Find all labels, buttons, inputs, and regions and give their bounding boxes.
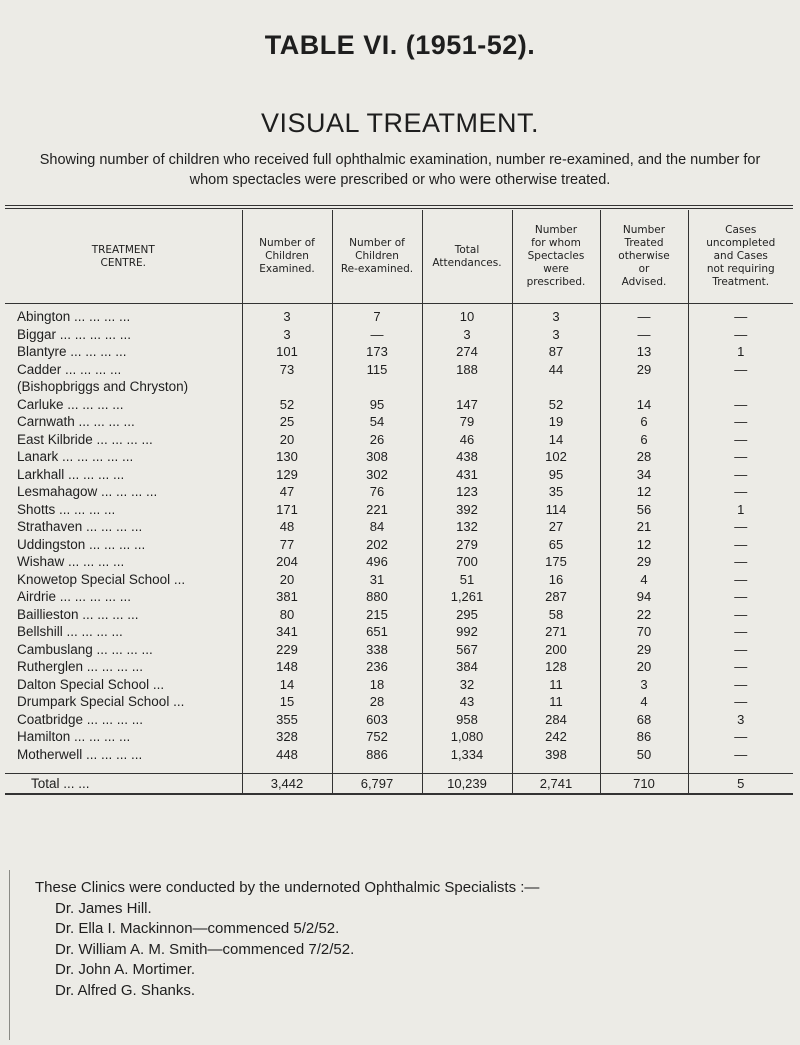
cell-total: 567: [422, 641, 512, 659]
cell-reexamined: 215: [332, 606, 422, 624]
cell-uncompleted: —: [688, 326, 793, 344]
spacer-cell: [688, 763, 793, 774]
cell-spectacles: 16: [512, 571, 600, 589]
cell-spectacles: 128: [512, 658, 600, 676]
table-row: [5, 396, 793, 414]
cell-centre: Bellshill ... ... ... ...: [17, 624, 123, 639]
cell-spectacles: 287: [512, 588, 600, 606]
cell-uncompleted: —: [688, 553, 793, 571]
table-row: [5, 623, 793, 641]
cell-otherwise: 68: [600, 711, 688, 729]
cell-reexamined: 880: [332, 588, 422, 606]
cell-spectacles: 11: [512, 693, 600, 711]
cell-reexamined: 308: [332, 448, 422, 466]
cell-examined: 80: [242, 606, 332, 624]
cell-uncompleted: —: [688, 623, 793, 641]
cell-examined: 3: [242, 326, 332, 344]
cell-spectacles: 114: [512, 501, 600, 519]
cell-total: 79: [422, 413, 512, 431]
cell-centre: Drumpark Special School ...: [17, 694, 185, 709]
cell-otherwise: 4: [600, 571, 688, 589]
cell-total: 147: [422, 396, 512, 414]
doctor-item: Dr. James Hill.: [55, 899, 152, 917]
cell-uncompleted: —: [688, 606, 793, 624]
cell-reexamined: 7: [332, 304, 422, 326]
table-body: [5, 304, 793, 795]
table-row: [5, 693, 793, 711]
cell-reexamined: 6,797: [332, 774, 422, 795]
table-row: [5, 606, 793, 624]
table-row: [5, 676, 793, 694]
cell-centre: Rutherglen ... ... ... ...: [17, 659, 144, 674]
spacer-cell: [332, 763, 422, 774]
cell-spectacles: 242: [512, 728, 600, 746]
table-row: [5, 483, 793, 501]
cell-otherwise: 29: [600, 641, 688, 659]
cell-otherwise: 28: [600, 448, 688, 466]
cell-uncompleted: 1: [688, 501, 793, 519]
cell-otherwise: 70: [600, 623, 688, 641]
cell-reexamined: 236: [332, 658, 422, 676]
cell-otherwise: 6: [600, 413, 688, 431]
cell-total: 3: [422, 326, 512, 344]
cell-otherwise: 14: [600, 396, 688, 414]
cell-examined: 3: [242, 304, 332, 326]
spacer-cell: [512, 763, 600, 774]
cell-spectacles: 11: [512, 676, 600, 694]
cell-otherwise: 56: [600, 501, 688, 519]
page-subtitle: VISUAL TREATMENT.: [260, 108, 540, 138]
cell-otherwise: 6: [600, 431, 688, 449]
cell-spectacles: 102: [512, 448, 600, 466]
cell-total: 10: [422, 304, 512, 326]
cell-otherwise: 21: [600, 518, 688, 536]
cell-total: 123: [422, 483, 512, 501]
table-description: Showing number of children who received full ophthalmic examination, number re-examined, and the number for whom spectacles were prescribed or who were otherwise treated.: [39, 152, 761, 188]
cell-total: [422, 378, 512, 396]
header-total-attendances: Total Attendances.: [422, 210, 512, 304]
cell-total: 1,261: [422, 588, 512, 606]
header-children-examined: Number of Children Examined.: [242, 210, 332, 304]
table-row: [5, 466, 793, 484]
cell-uncompleted: —: [688, 658, 793, 676]
cell-reexamined: 28: [332, 693, 422, 711]
cell-otherwise: [600, 378, 688, 396]
cell-uncompleted: —: [688, 431, 793, 449]
cell-total: 1,334: [422, 746, 512, 764]
cell-examined: 25: [242, 413, 332, 431]
cell-examined: 204: [242, 553, 332, 571]
cell-examined: 15: [242, 693, 332, 711]
cell-spectacles: 200: [512, 641, 600, 659]
cell-otherwise: 3: [600, 676, 688, 694]
page-title: TABLE VI. (1951-52).: [264, 30, 536, 60]
cell-centre: (Bishopbriggs and Chryston): [17, 379, 189, 394]
cell-centre: Carnwath ... ... ... ...: [17, 414, 135, 429]
spacer-cell: [600, 763, 688, 774]
spacer-cell: [422, 763, 512, 774]
cell-centre: Wishaw ... ... ... ...: [17, 554, 125, 569]
cell-reexamined: 95: [332, 396, 422, 414]
cell-reexamined: 31: [332, 571, 422, 589]
cell-uncompleted: [688, 378, 793, 396]
cell-spectacles: 35: [512, 483, 600, 501]
cell-uncompleted: 3: [688, 711, 793, 729]
table-row: [5, 641, 793, 659]
cell-uncompleted: —: [688, 536, 793, 554]
cell-spectacles: 52: [512, 396, 600, 414]
cell-examined: 52: [242, 396, 332, 414]
cell-otherwise: 710: [600, 774, 688, 795]
cell-centre: Carluke ... ... ... ...: [17, 396, 124, 412]
cell-centre: Abington ... ... ... ...: [17, 309, 131, 324]
cell-spectacles: 44: [512, 361, 600, 379]
table-row: [5, 536, 793, 554]
cell-spectacles: 27: [512, 518, 600, 536]
cell-reexamined: 496: [332, 553, 422, 571]
cell-otherwise: 4: [600, 693, 688, 711]
cell-examined: 355: [242, 711, 332, 729]
header-children-reexamined: Number of Children Re-examined.: [332, 210, 422, 304]
cell-centre: Strathaven ... ... ... ...: [17, 519, 143, 534]
cell-centre: Lanark ... ... ... ... ...: [17, 449, 134, 464]
cell-total: 700: [422, 553, 512, 571]
spacer-cell: [242, 763, 332, 774]
cell-reexamined: 26: [332, 431, 422, 449]
cell-centre: Larkhall ... ... ... ...: [17, 466, 125, 482]
cell-uncompleted: —: [688, 413, 793, 431]
cell-total: 43: [422, 693, 512, 711]
cell-reexamined: 886: [332, 746, 422, 764]
cell-examined: 20: [242, 571, 332, 589]
cell-reexamined: 302: [332, 466, 422, 484]
cell-total: 431: [422, 466, 512, 484]
cell-spectacles: 19: [512, 413, 600, 431]
cell-examined: 101: [242, 343, 332, 361]
cell-otherwise: 22: [600, 606, 688, 624]
cell-otherwise: 29: [600, 361, 688, 379]
cell-total: 438: [422, 448, 512, 466]
cell-uncompleted: —: [688, 483, 793, 501]
top-double-rule-inner: [5, 208, 793, 209]
spacer-row: [5, 763, 793, 774]
table-row: [5, 501, 793, 519]
header-treatment-centre: TREATMENT CENTRE.: [5, 210, 242, 304]
clinics-intro: These Clinics were conducted by the undernoted Ophthalmic Specialists :—: [35, 879, 540, 896]
cell-spectacles: 95: [512, 466, 600, 484]
cell-reexamined: 173: [332, 343, 422, 361]
cell-centre: Dalton Special School ...: [17, 676, 165, 692]
cell-uncompleted: —: [688, 466, 793, 484]
table-row: [5, 361, 793, 379]
cell-uncompleted: —: [688, 728, 793, 746]
cell-otherwise: 12: [600, 536, 688, 554]
header-row: [5, 210, 793, 304]
cell-spectacles: 284: [512, 711, 600, 729]
cell-centre: Baillieston ... ... ... ...: [17, 606, 139, 622]
cell-examined: 148: [242, 658, 332, 676]
cell-centre: Blantyre ... ... ... ...: [17, 344, 127, 359]
cell-total: 32: [422, 676, 512, 694]
cell-uncompleted: —: [688, 571, 793, 589]
cell-examined: 341: [242, 623, 332, 641]
cell-reexamined: 338: [332, 641, 422, 659]
cell-centre: Total ... ...: [5, 774, 242, 795]
cell-reexamined: [332, 378, 422, 396]
doctor-item: Dr. John A. Mortimer.: [55, 961, 196, 978]
cell-spectacles: 3: [512, 326, 600, 344]
cell-centre: Biggar ... ... ... ... ...: [17, 326, 132, 342]
cell-otherwise: 29: [600, 553, 688, 571]
cell-total: 274: [422, 343, 512, 361]
table-row: [5, 378, 793, 396]
cell-total: 384: [422, 658, 512, 676]
cell-centre: Uddingston ... ... ... ...: [17, 536, 146, 552]
cell-spectacles: 58: [512, 606, 600, 624]
table-row: [5, 431, 793, 449]
cell-examined: [242, 378, 332, 396]
cell-uncompleted: —: [688, 361, 793, 379]
cell-examined: 328: [242, 728, 332, 746]
cell-spectacles: 3: [512, 304, 600, 326]
table-row: [5, 711, 793, 729]
cell-total: 1,080: [422, 728, 512, 746]
cell-spectacles: 65: [512, 536, 600, 554]
cell-reexamined: —: [332, 326, 422, 344]
cell-spectacles: 271: [512, 623, 600, 641]
cell-centre: Lesmahagow ... ... ... ...: [17, 484, 158, 499]
cell-examined: 47: [242, 483, 332, 501]
cell-centre: Cadder ... ... ... ...: [17, 361, 122, 377]
cell-reexamined: 115: [332, 361, 422, 379]
table-row: [5, 326, 793, 344]
cell-examined: 14: [242, 676, 332, 694]
cell-total: 992: [422, 623, 512, 641]
cell-reexamined: 603: [332, 711, 422, 729]
doctor-item: Dr. William A. M. Smith—commenced 7/2/52.: [55, 940, 355, 958]
table-row: [5, 571, 793, 589]
table-row: [5, 343, 793, 361]
cell-otherwise: 20: [600, 658, 688, 676]
cell-uncompleted: —: [688, 304, 793, 326]
cell-centre: Airdrie ... ... ... ... ...: [17, 589, 132, 604]
cell-otherwise: —: [600, 304, 688, 326]
cell-uncompleted: —: [688, 448, 793, 466]
cell-centre: East Kilbride ... ... ... ...: [17, 431, 153, 447]
cell-uncompleted: —: [688, 396, 793, 414]
cell-otherwise: 50: [600, 746, 688, 764]
cell-reexamined: 651: [332, 623, 422, 641]
cell-spectacles: 87: [512, 343, 600, 361]
total-row: [5, 774, 793, 795]
table-row: [5, 413, 793, 431]
cell-examined: 448: [242, 746, 332, 764]
cell-examined: 130: [242, 448, 332, 466]
cell-total: 295: [422, 606, 512, 624]
cell-centre: Cambuslang ... ... ... ...: [17, 641, 153, 657]
visual-treatment-table: [5, 210, 793, 795]
table-row: [5, 553, 793, 571]
cell-examined: 381: [242, 588, 332, 606]
cell-otherwise: —: [600, 326, 688, 344]
cell-uncompleted: —: [688, 676, 793, 694]
cell-total: 10,239: [422, 774, 512, 795]
cell-uncompleted: 5: [688, 774, 793, 795]
cell-centre: Hamilton ... ... ... ...: [17, 729, 131, 744]
cell-uncompleted: 1: [688, 343, 793, 361]
cell-uncompleted: —: [688, 588, 793, 606]
cell-total: 51: [422, 571, 512, 589]
spacer-cell: [5, 763, 242, 774]
table-row: [5, 728, 793, 746]
table-row: [5, 448, 793, 466]
cell-uncompleted: —: [688, 518, 793, 536]
header-cases-uncompleted: Cases uncompleted and Cases not requiring Treatment.: [688, 210, 793, 304]
cell-examined: 48: [242, 518, 332, 536]
cell-otherwise: 12: [600, 483, 688, 501]
cell-otherwise: 94: [600, 588, 688, 606]
cell-spectacles: 398: [512, 746, 600, 764]
cell-reexamined: 221: [332, 501, 422, 519]
cell-uncompleted: —: [688, 693, 793, 711]
cell-reexamined: 84: [332, 518, 422, 536]
table-row: [5, 588, 793, 606]
cell-total: 958: [422, 711, 512, 729]
cell-centre: Motherwell ... ... ... ...: [17, 746, 143, 762]
cell-otherwise: 34: [600, 466, 688, 484]
table-row: [5, 518, 793, 536]
cell-examined: 229: [242, 641, 332, 659]
cell-examined: 77: [242, 536, 332, 554]
page-margin-line: [9, 870, 10, 1040]
cell-centre: Coatbridge ... ... ... ...: [17, 711, 144, 727]
cell-examined: 129: [242, 466, 332, 484]
cell-centre: Shotts ... ... ... ...: [17, 501, 116, 517]
cell-reexamined: 18: [332, 676, 422, 694]
cell-uncompleted: —: [688, 641, 793, 659]
header-treated-otherwise: Number Treated otherwise or Advised.: [600, 210, 688, 304]
top-double-rule: [5, 205, 793, 206]
cell-spectacles: 2,741: [512, 774, 600, 795]
cell-centre: Knowetop Special School ...: [17, 571, 186, 587]
cell-spectacles: [512, 378, 600, 396]
table-row: [5, 746, 793, 764]
doctor-item: Dr. Ella I. Mackinnon—commenced 5/2/52.: [55, 920, 340, 937]
cell-examined: 171: [242, 501, 332, 519]
doctor-item: Dr. Alfred G. Shanks.: [55, 981, 196, 999]
cell-total: 132: [422, 518, 512, 536]
cell-spectacles: 175: [512, 553, 600, 571]
cell-total: 46: [422, 431, 512, 449]
cell-total: 279: [422, 536, 512, 554]
cell-uncompleted: —: [688, 746, 793, 764]
cell-total: 188: [422, 361, 512, 379]
cell-reexamined: 54: [332, 413, 422, 431]
clinics-note: [35, 878, 539, 1001]
cell-examined: 73: [242, 361, 332, 379]
cell-examined: 3,442: [242, 774, 332, 795]
cell-examined: 20: [242, 431, 332, 449]
cell-total: 392: [422, 501, 512, 519]
cell-otherwise: 13: [600, 343, 688, 361]
header-spectacles-prescribed: Number for whom Spectacles were prescribed.: [512, 210, 600, 304]
cell-otherwise: 86: [600, 728, 688, 746]
table-row: [5, 304, 793, 326]
cell-reexamined: 752: [332, 728, 422, 746]
cell-reexamined: 202: [332, 536, 422, 554]
cell-spectacles: 14: [512, 431, 600, 449]
table-row: [5, 658, 793, 676]
cell-reexamined: 76: [332, 483, 422, 501]
